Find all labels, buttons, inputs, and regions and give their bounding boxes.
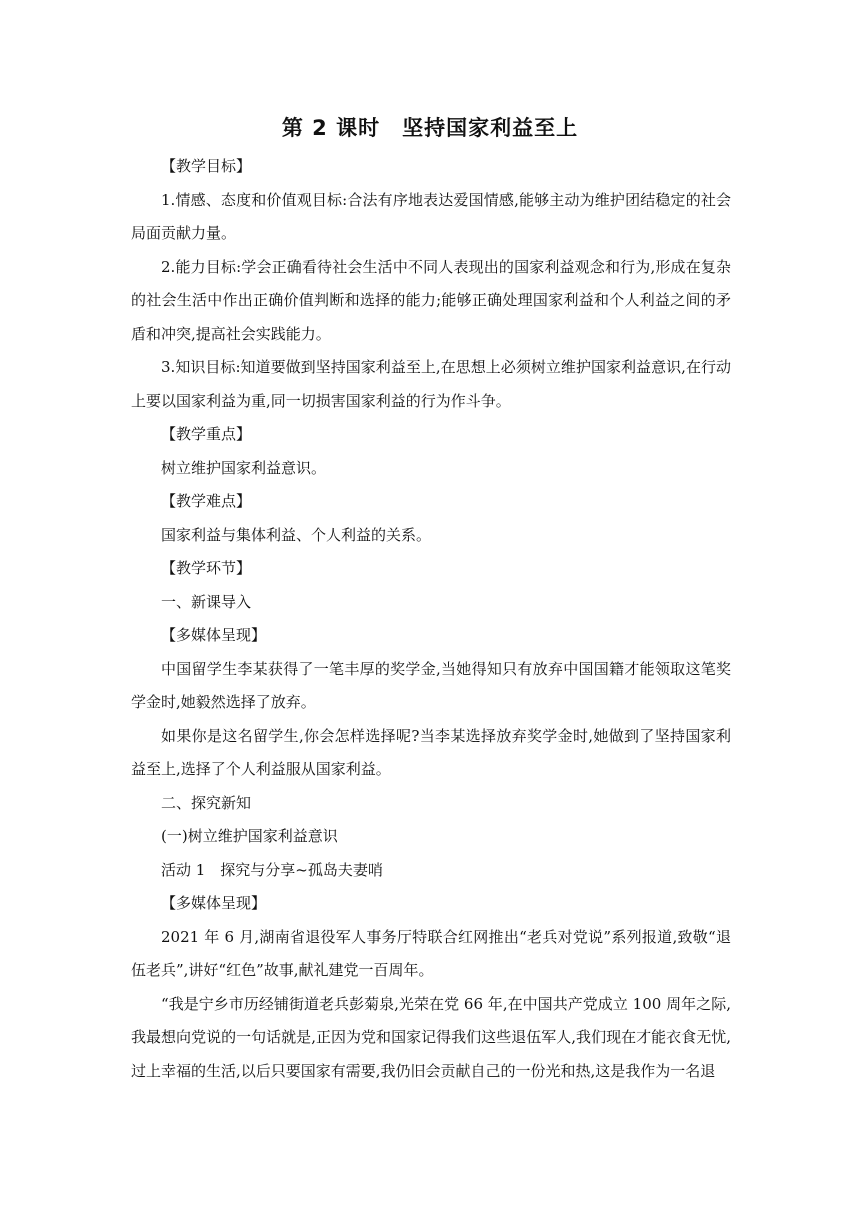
section-heading-teaching-steps: 【教学环节】: [161, 559, 252, 577]
paragraph-key-point: 树立维护国家利益意识。: [161, 458, 327, 477]
section-heading-difficulty: 【教学难点】: [161, 492, 252, 510]
paragraph-ability-goal: 2.能力目标:学会正确看待社会生活中不同人表现出的国家利益观念和行为,形成在复杂的社会生活中作出正确价值判断和选择的能力;能够正确处理国家利益和个人利益之间的矛盾和冲突,提高社会实践能力。: [131, 257, 731, 343]
paragraph-emotion-goal: 1.情感、态度和价值观目标:合法有序地表达爱国情感,能够主动为维护团结稳定的社会局面贡献力量。: [131, 190, 731, 242]
subheading-awareness: (一)树立维护国家利益意识: [161, 827, 338, 845]
paragraph-quote: “我是宁乡市历经铺街道老兵彭菊泉,光荣在党 66 年,在中国共产党成立 100 周年之际,我最想向党说的一句话就是,正因为党和国家记得我们这些退伍军人,我们现在才能衣食无忧,过上幸福的生活,以后只要国家有需要,我仍旧会贡献自己的一份光和热,这是我作为一名退: [131, 994, 731, 1080]
section-heading-teaching-goals: 【教学目标】: [161, 157, 252, 175]
paragraph-student-story: 中国留学生李某获得了一笔丰厚的奖学金,当她得知只有放弃中国国籍才能领取这笔奖学金时,她毅然选择了放弃。: [131, 659, 731, 711]
paragraph-question: 如果你是这名留学生,你会怎样选择呢?当李某选择放弃奖学金时,她做到了坚持国家利益至上,选择了个人利益服从国家利益。: [131, 726, 731, 778]
paragraph-knowledge-goal: 3.知识目标:知道要做到坚持国家利益至上,在思想上必须树立维护国家利益意识,在行动上要以国家利益为重,同一切损害国家利益的行为作斗争。: [131, 358, 731, 410]
page-title: 第 2 课时 坚持国家利益至上: [281, 116, 579, 140]
document-body: [131, 150, 731, 1088]
paragraph-news: 2021 年 6 月,湖南省退役军人事务厅特联合红网推出“老兵对党说”系列报道,致敬“退伍老兵”,讲好“红色”故事,献礼建党一百周年。: [131, 927, 731, 979]
activity-title: 活动 1 探究与分享~孤岛夫妻哨: [161, 860, 383, 879]
subheading-intro: 一、新课导入: [161, 592, 252, 611]
section-heading-multimedia-1: 【多媒体呈现】: [161, 626, 267, 644]
subheading-explore: 二、探究新知: [161, 793, 252, 812]
section-heading-multimedia-2: 【多媒体呈现】: [161, 894, 267, 912]
paragraph-difficulty: 国家利益与集体利益、个人利益的关系。: [161, 525, 432, 544]
section-heading-key-point: 【教学重点】: [161, 425, 252, 443]
